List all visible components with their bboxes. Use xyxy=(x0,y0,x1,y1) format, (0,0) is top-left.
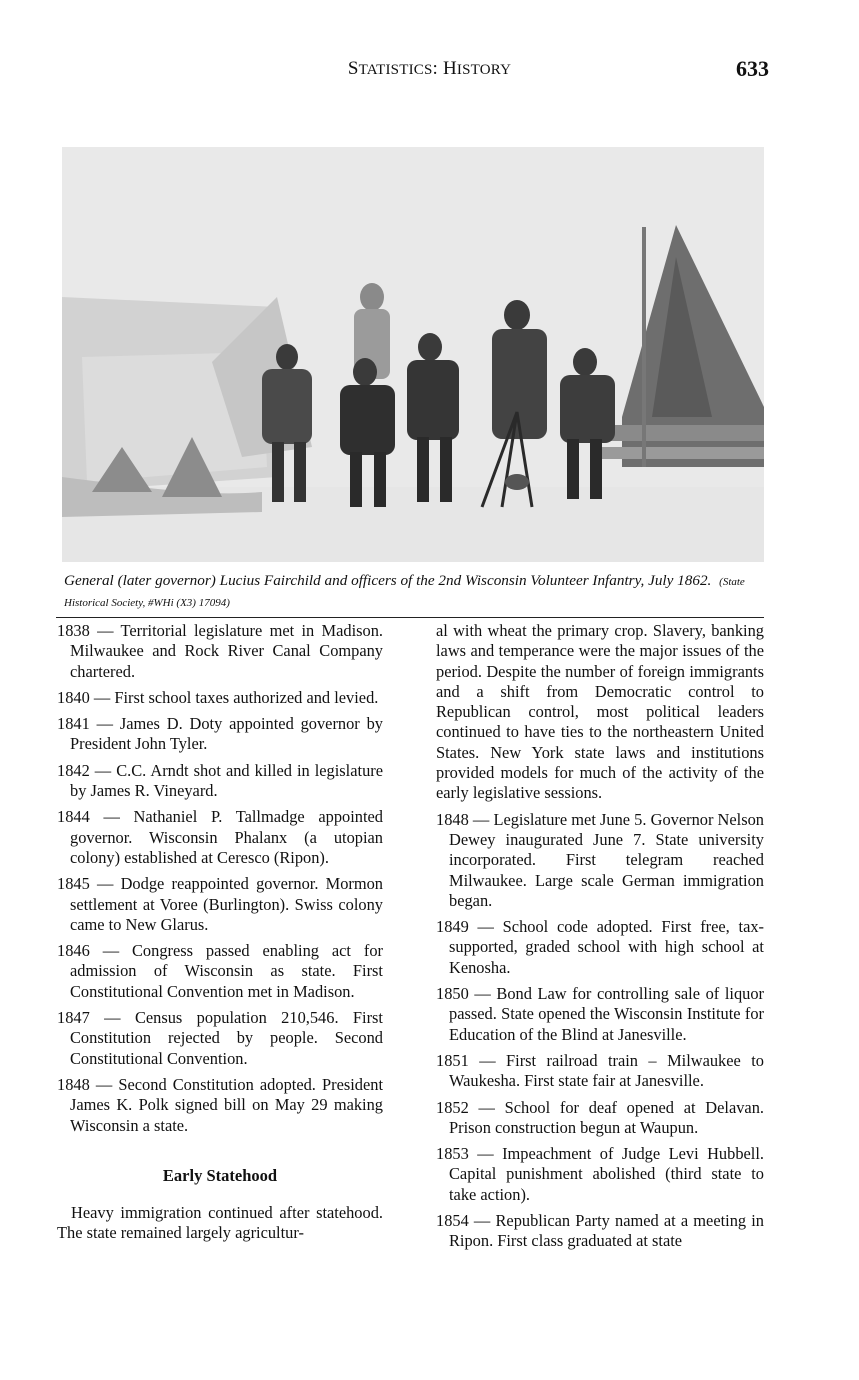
timeline-entry: 1844 — Nathaniel P. Tallmadge appointed governor. Wisconsin Phalanx (a utopian colony) established at Ceresco (Ripon). xyxy=(57,807,383,867)
caption-credit: (State Historical Society, #WHi (X3) 17094) xyxy=(64,576,745,609)
timeline-entry: 1841 — James D. Doty appointed governor by President John Tyler. xyxy=(57,714,383,754)
timeline-entry: 1851 — First railroad train – Milwaukee to Waukesha. First state fair at Janesville. xyxy=(436,1050,764,1091)
body-paragraph: Heavy immigration continued after statehood. The state remained largely agricultur- xyxy=(57,1203,383,1243)
page-number: 633 xyxy=(736,56,769,81)
timeline-entry: 1845 — Dodge reappointed governor. Mormon settlement at Voree (Burlington). Swiss colony came to New Glarus. xyxy=(57,874,383,934)
section-heading: Early Statehood xyxy=(162,1165,278,1185)
timeline-entry: 1840 — First school taxes authorized and levied. xyxy=(57,687,379,707)
right-column xyxy=(436,621,764,1258)
timeline-entry: 1853 — Impeachment of Judge Levi Hubbell. Capital punishment abolished (third state to take action). xyxy=(436,1144,764,1204)
timeline-entry: 1848 — Second Constitution adopted. President James K. Polk signed bill on May 29 making Wisconsin a state. xyxy=(57,1074,383,1135)
caption-text: General (later governor) Lucius Fairchild and officers of the 2nd Wisconsin Volunteer Infantry, July 1862. xyxy=(64,572,712,589)
body-paragraph-continued: al with wheat the primary crop. Slavery, banking laws and temperance were the major issues of the period. Despite the number of foreign immigrants and a shift from Democratic control to Republican control, most political leaders continued to have ties to the northeastern United States. New York state laws and institutions provided models for much of the activity of the early legislative sessions. xyxy=(436,621,764,803)
timeline-entry: 1847 — Census population 210,546. First Constitution rejected by people. Second Constitutional Convention. xyxy=(57,1008,383,1068)
timeline-entry: 1850 — Bond Law for controlling sale of liquor passed. State opened the Wisconsin Institute for Education of the Blind at Janesville. xyxy=(436,984,764,1044)
timeline-entry: 1854 — Republican Party named at a meeting in Ripon. First class graduated at state xyxy=(436,1211,764,1251)
photo-caption xyxy=(64,571,764,613)
timeline-entry: 1848 — Legislature met June 5. Governor Nelson Dewey inaugurated June 7. State university incorporated. First telegram reached Milwaukee. Large scale German immigration began. xyxy=(436,809,764,910)
left-column xyxy=(57,621,383,1250)
timeline-entry: 1846 — Congress passed enabling act for admission of Wisconsin as state. First Constitutional Convention met in Madison. xyxy=(57,941,383,1001)
historical-photo xyxy=(62,147,764,562)
timeline-entry: 1838 — Territorial legislature met in Madison. Milwaukee and Rock River Canal Company chartered. xyxy=(57,621,383,681)
running-head: STATISTICS: HISTORY xyxy=(347,58,512,79)
caption-divider xyxy=(56,617,764,618)
timeline-entry: 1849 — School code adopted. First free, tax-supported, graded school with high school at Kenosha. xyxy=(436,917,764,977)
timeline-entry: 1842 — C.C. Arndt shot and killed in legislature by James R. Vineyard. xyxy=(57,760,383,801)
timeline-entry: 1852 — School for deaf opened at Delavan. Prison construction begun at Waupun. xyxy=(436,1097,764,1137)
